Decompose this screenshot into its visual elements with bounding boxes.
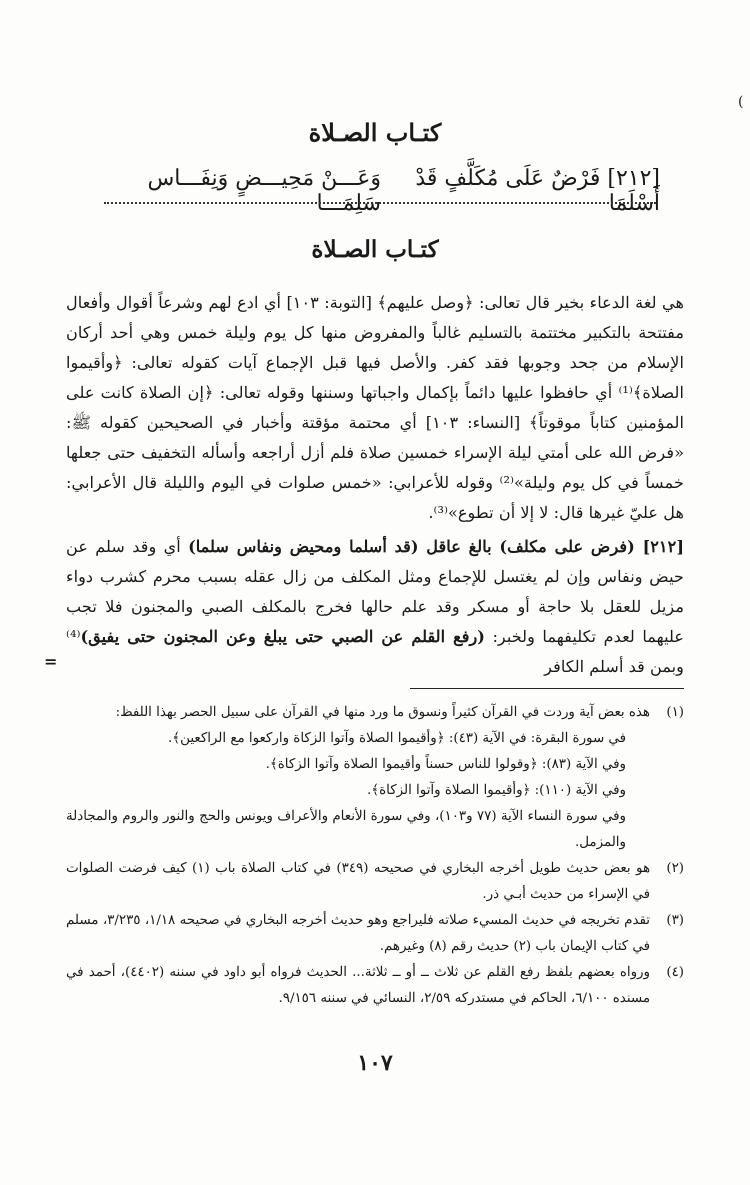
- verse-second-hemistich: وَعَـــنْ مَحِيـــضٍ وَنِفَـــاس سَلِمَـــا: [147, 166, 381, 216]
- commentary-text: أي وقد سلم عن حيض ونفاس وإن لم يغتسل للإجماع ومثل المكلف من زال عقله بسبب محرم كشرب دواء مزيل للعقل بلا حاجة أو مسكر وقد علم حالها فخرج بالمكلف الصبي والمجنون فلا تجب عليهما لعدم تكليفهما ولخبر:: [66, 537, 684, 646]
- paragraph-verse-commentary: [66, 532, 684, 682]
- commentary-text-end: ⁽⁴⁾ وبمن قد أسلم الكافر: [66, 627, 684, 676]
- verse-quote: [٢١٢] (فرض على مكلف) بالغ عاقل (قد أسلما ومحيض ونفاس سلما): [188, 537, 684, 556]
- footnote-line: تقدم تخريجه في حديث المسيء صلاته فليراجع وهو حديث أخرجه البخاري في صحيحه ١/١٨، ٣/٢٣٥، مسلم في كتاب الإيمان باب (٢) حديث رقم (٨) وغيرهم.: [66, 913, 650, 954]
- footnote-line: في سورة البقرة: في الآية (٤٣): ﴿وأقيموا الصلاة وآتوا الزكاة واركعوا مع الراكعين﴾.: [168, 731, 626, 746]
- commentary-body: [66, 288, 684, 682]
- footnote-line: هذه بعض آية وردت في القرآن كثيراً ونسوق ما ورد منها في القرآن على سبيل الحصر بهذا اللفظ:: [115, 705, 650, 720]
- hadith-quote: (رفع القلم عن الصبي حتى يبلغ وعن المجنون حتى يفيق): [80, 627, 485, 646]
- footnote: [66, 960, 684, 1012]
- footnote-line: وفي الآية (٨٣): ﴿وقولوا للناس حسناً وأقيموا الصلاة وآتوا الزكاة﴾.: [265, 757, 626, 772]
- footnote: [66, 856, 684, 908]
- footnote-body: [66, 960, 650, 1012]
- paragraph-definition: هي لغة الدعاء بخير قال تعالى: ﴿وصل عليهم﴾ [التوبة: ١٠٣] أي ادع لهم وشرعاً أقوال وأفعال مفتتحة بالتكبير مختتمة بالتسليم غالباً والمفروض منها كل يوم وليلة خمس وهي أحد أركان الإسلام من جحد وجوبها فقد كفر. والأصل فيها قبل الإجماع آيات كقوله تعالى: ﴿وأقيموا الصلاة﴾⁽¹⁾ أي حافظوا عليها دائماً بإكمال واجباتها وسننها وقوله تعالى: ﴿إن الصلاة كانت على المؤمنين كتاباً موقوتاً﴾ [النساء: ١٠٣] أي محتمة مؤقتة وأخبار في الصحيحين كقوله ﷺ: «فرض الله على أمتي ليلة الإسراء خمسين صلاة فلم أزل أراجعه وأسأله التخفيف حتى جعلها خمساً في كل يوم وليلة»⁽²⁾ وقوله للأعرابي: «خمس صلوات في اليوم والليلة قال الأعرابي: هل عليّ غيرها قال: لا إلا أن تطوع»⁽³⁾.: [66, 293, 685, 522]
- footnote-line: وفي الآية (١١٠): ﴿وأقيموا الصلاة وآتوا الزكاة﴾.: [367, 783, 626, 798]
- footnote-line: هو بعض حديث طويل أخرجه البخاري في صحيحه (٣٤٩) في كتاب الصلاة باب (١) كيف فرضت الصلوات في الإسراء من حديث أبـي ذر.: [66, 861, 651, 902]
- footnote-body: [66, 700, 650, 856]
- book-title: كتـاب الصـلاة: [308, 118, 442, 147]
- dotted-divider: [104, 202, 656, 204]
- footnote-line: وفي سورة النساء الآية (٧٧ و١٠٣)، وفي سورة الأنعام والأعراف ويونس والحج والنور والروم والمجادلة والمزمل.: [66, 809, 626, 850]
- page-number: ١٠٧: [357, 1050, 393, 1076]
- footnote-number: (٢): [666, 861, 684, 876]
- footnote-number: (٤): [666, 965, 684, 980]
- footnote-number: (٣): [666, 913, 684, 928]
- continuation-marker: =: [44, 652, 58, 671]
- footnote: [66, 908, 684, 960]
- footnote: [66, 700, 684, 856]
- footnote-body: [66, 856, 650, 908]
- footnotes: [66, 700, 684, 1012]
- section-title: كتـاب الصـلاة: [311, 236, 439, 263]
- footnote-number: (١): [666, 705, 684, 720]
- margin-mark: (: [738, 94, 744, 110]
- footnote-body: [66, 908, 650, 960]
- footnote-rule: [410, 688, 684, 689]
- poem-verse: [100, 166, 660, 216]
- verse-first-hemistich: [٢١٢] فَرْضٌ عَلَى مُكَلَّفٍ قَدْ أَسْلَمَا: [415, 166, 660, 216]
- footnote-line: ورواه بعضهم بلفظ رفع القلم عن ثلاث ــ أو ــ ثلاثة... الحديث فرواه أبو داود في سننه (٤٤٠٢)، أحمد في مسنده ٦/١٠٠، الحاكم في مستدركه ٢/٥٩، النسائي في سننه ٩/١٥٦.: [66, 965, 650, 1006]
